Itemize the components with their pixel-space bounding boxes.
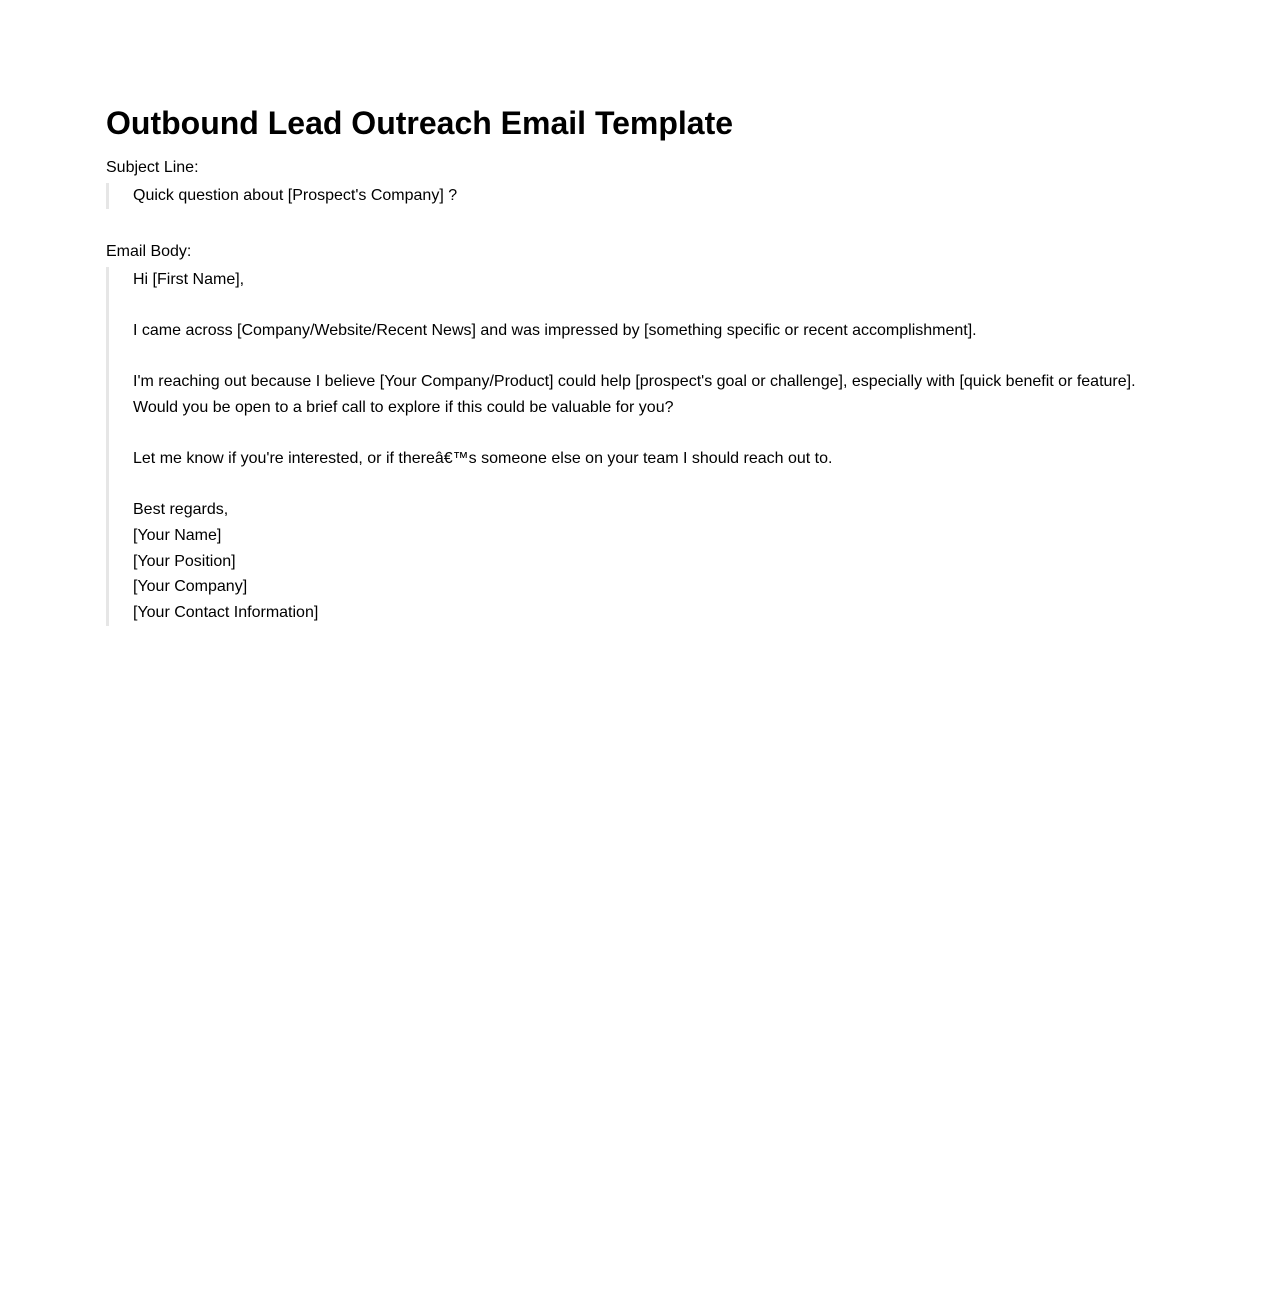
greeting-text: Hi [First Name],: [133, 271, 245, 288]
subject-line-label: Subject Line:: [106, 159, 199, 176]
blank-line: [133, 421, 1136, 447]
signature-contact: [Your Contact Information]: [133, 603, 319, 621]
paragraph-closing: Let me know if you're interested, or if thereâ€™s someone else on your team I should reach out to.: [133, 450, 833, 468]
blank-line: [133, 344, 1136, 370]
paragraph-pitch-line1: I'm reaching out because I believe [Your Company/Product] could help [prospect's goal or challenge], especially with [quick benefit or feature].: [133, 373, 1136, 391]
signature-position: [Your Position]: [133, 552, 236, 570]
subject-line-text: Quick question about [Prospect's Company] ?: [133, 187, 458, 204]
email-body-quote: [106, 267, 1136, 626]
signature-name: [Your Name]: [133, 526, 222, 544]
page-title: Outbound Lead Outreach Email Template: [106, 105, 734, 141]
subject-line-quote: [106, 183, 457, 209]
signature-company: [Your Company]: [133, 578, 248, 596]
email-body-label: Email Body:: [106, 243, 192, 260]
paragraph-pitch-line2: Would you be open to a brief call to explore if this could be valuable for you?: [133, 398, 674, 416]
signoff-text: Best regards,: [133, 501, 229, 519]
blank-line: [133, 472, 1136, 498]
blank-line: [133, 293, 1136, 319]
paragraph-intro: I came across [Company/Website/Recent News] and was impressed by [something specific or recent accomplishment].: [133, 322, 977, 340]
